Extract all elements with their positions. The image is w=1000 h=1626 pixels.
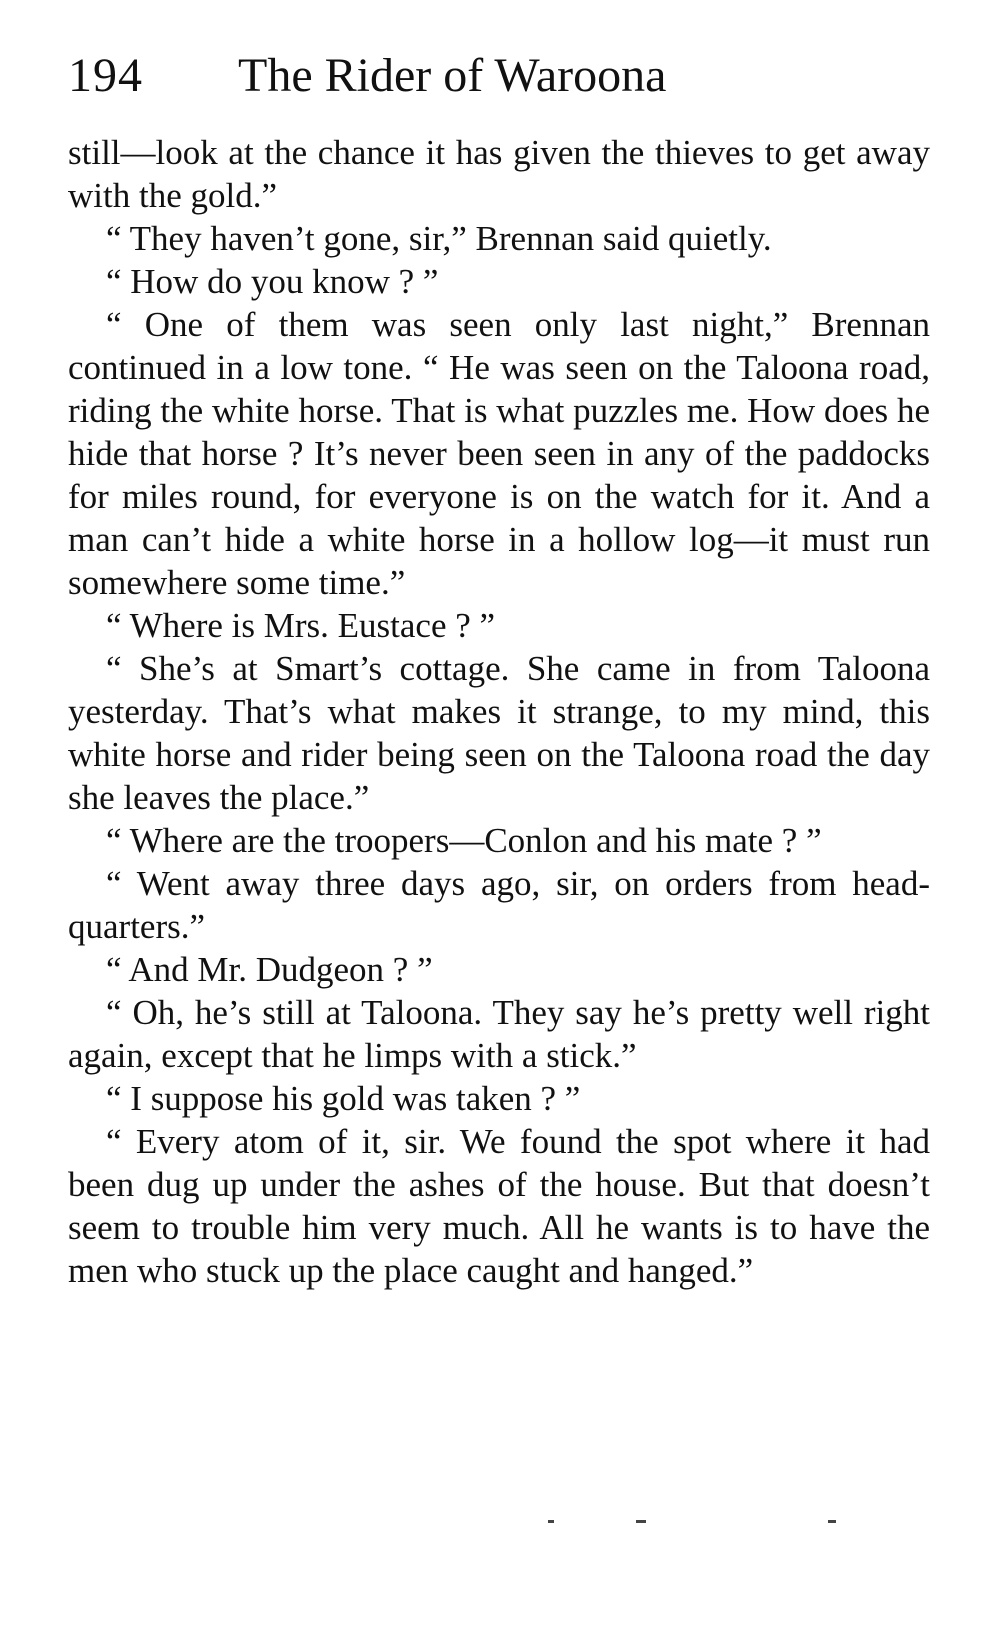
paragraph-continuation: still—look at the chance it has given the thieves to get away with the gold.” [68, 133, 930, 215]
paragraph: “ Every atom of it, sir. We found the spot where it had been dug up under the ashes of the house. But that doesn’t seem to trouble him very much. All he wants is to have the men who stuck up the place caught and hanged.” [68, 1122, 930, 1290]
paragraph: “ Where are the troopers—Conlon and his mate ? ” [106, 821, 822, 860]
paragraph: “ She’s at Smart’s cottage. She came in from Taloona yesterday. That’s what makes it strange, to my mind, this white horse and rider being seen on the Taloona road the day she leaves the place.” [68, 649, 930, 817]
body-text [68, 131, 930, 1292]
page-number: 194 [68, 49, 143, 102]
book-title: The Rider of Waroona [238, 49, 667, 102]
paragraph: “ One of them was seen only last night,” Brennan continued in a low tone. “ He was seen on the Taloona road, riding the white horse. That is what puzzles me. How does he hide that horse ? It’s never been seen in any of the paddocks for miles round, for everyone is on the watch for it. And a man can’t hide a white horse in a hollow log—it must run somewhere some time.” [68, 305, 930, 602]
paragraph: “ I suppose his gold was taken ? ” [106, 1079, 581, 1118]
scan-mark [828, 1520, 836, 1523]
scan-marks [0, 1520, 1000, 1526]
running-head [68, 46, 928, 106]
scan-mark [548, 1520, 554, 1523]
paragraph: “ They haven’t gone, sir,” Brennan said quietly. [106, 219, 772, 258]
paragraph: “ How do you know ? ” [106, 262, 439, 301]
paragraph: “ Oh, he’s still at Taloona. They say he’s pretty well right again, except that he limps with a stick.” [68, 993, 930, 1075]
paragraph: “ Where is Mrs. Eustace ? ” [106, 606, 496, 645]
paragraph: “ Went away three days ago, sir, on orders from head-quarters.” [68, 864, 930, 946]
scan-mark [636, 1520, 646, 1523]
paragraph: “ And Mr. Dudgeon ? ” [106, 950, 433, 989]
